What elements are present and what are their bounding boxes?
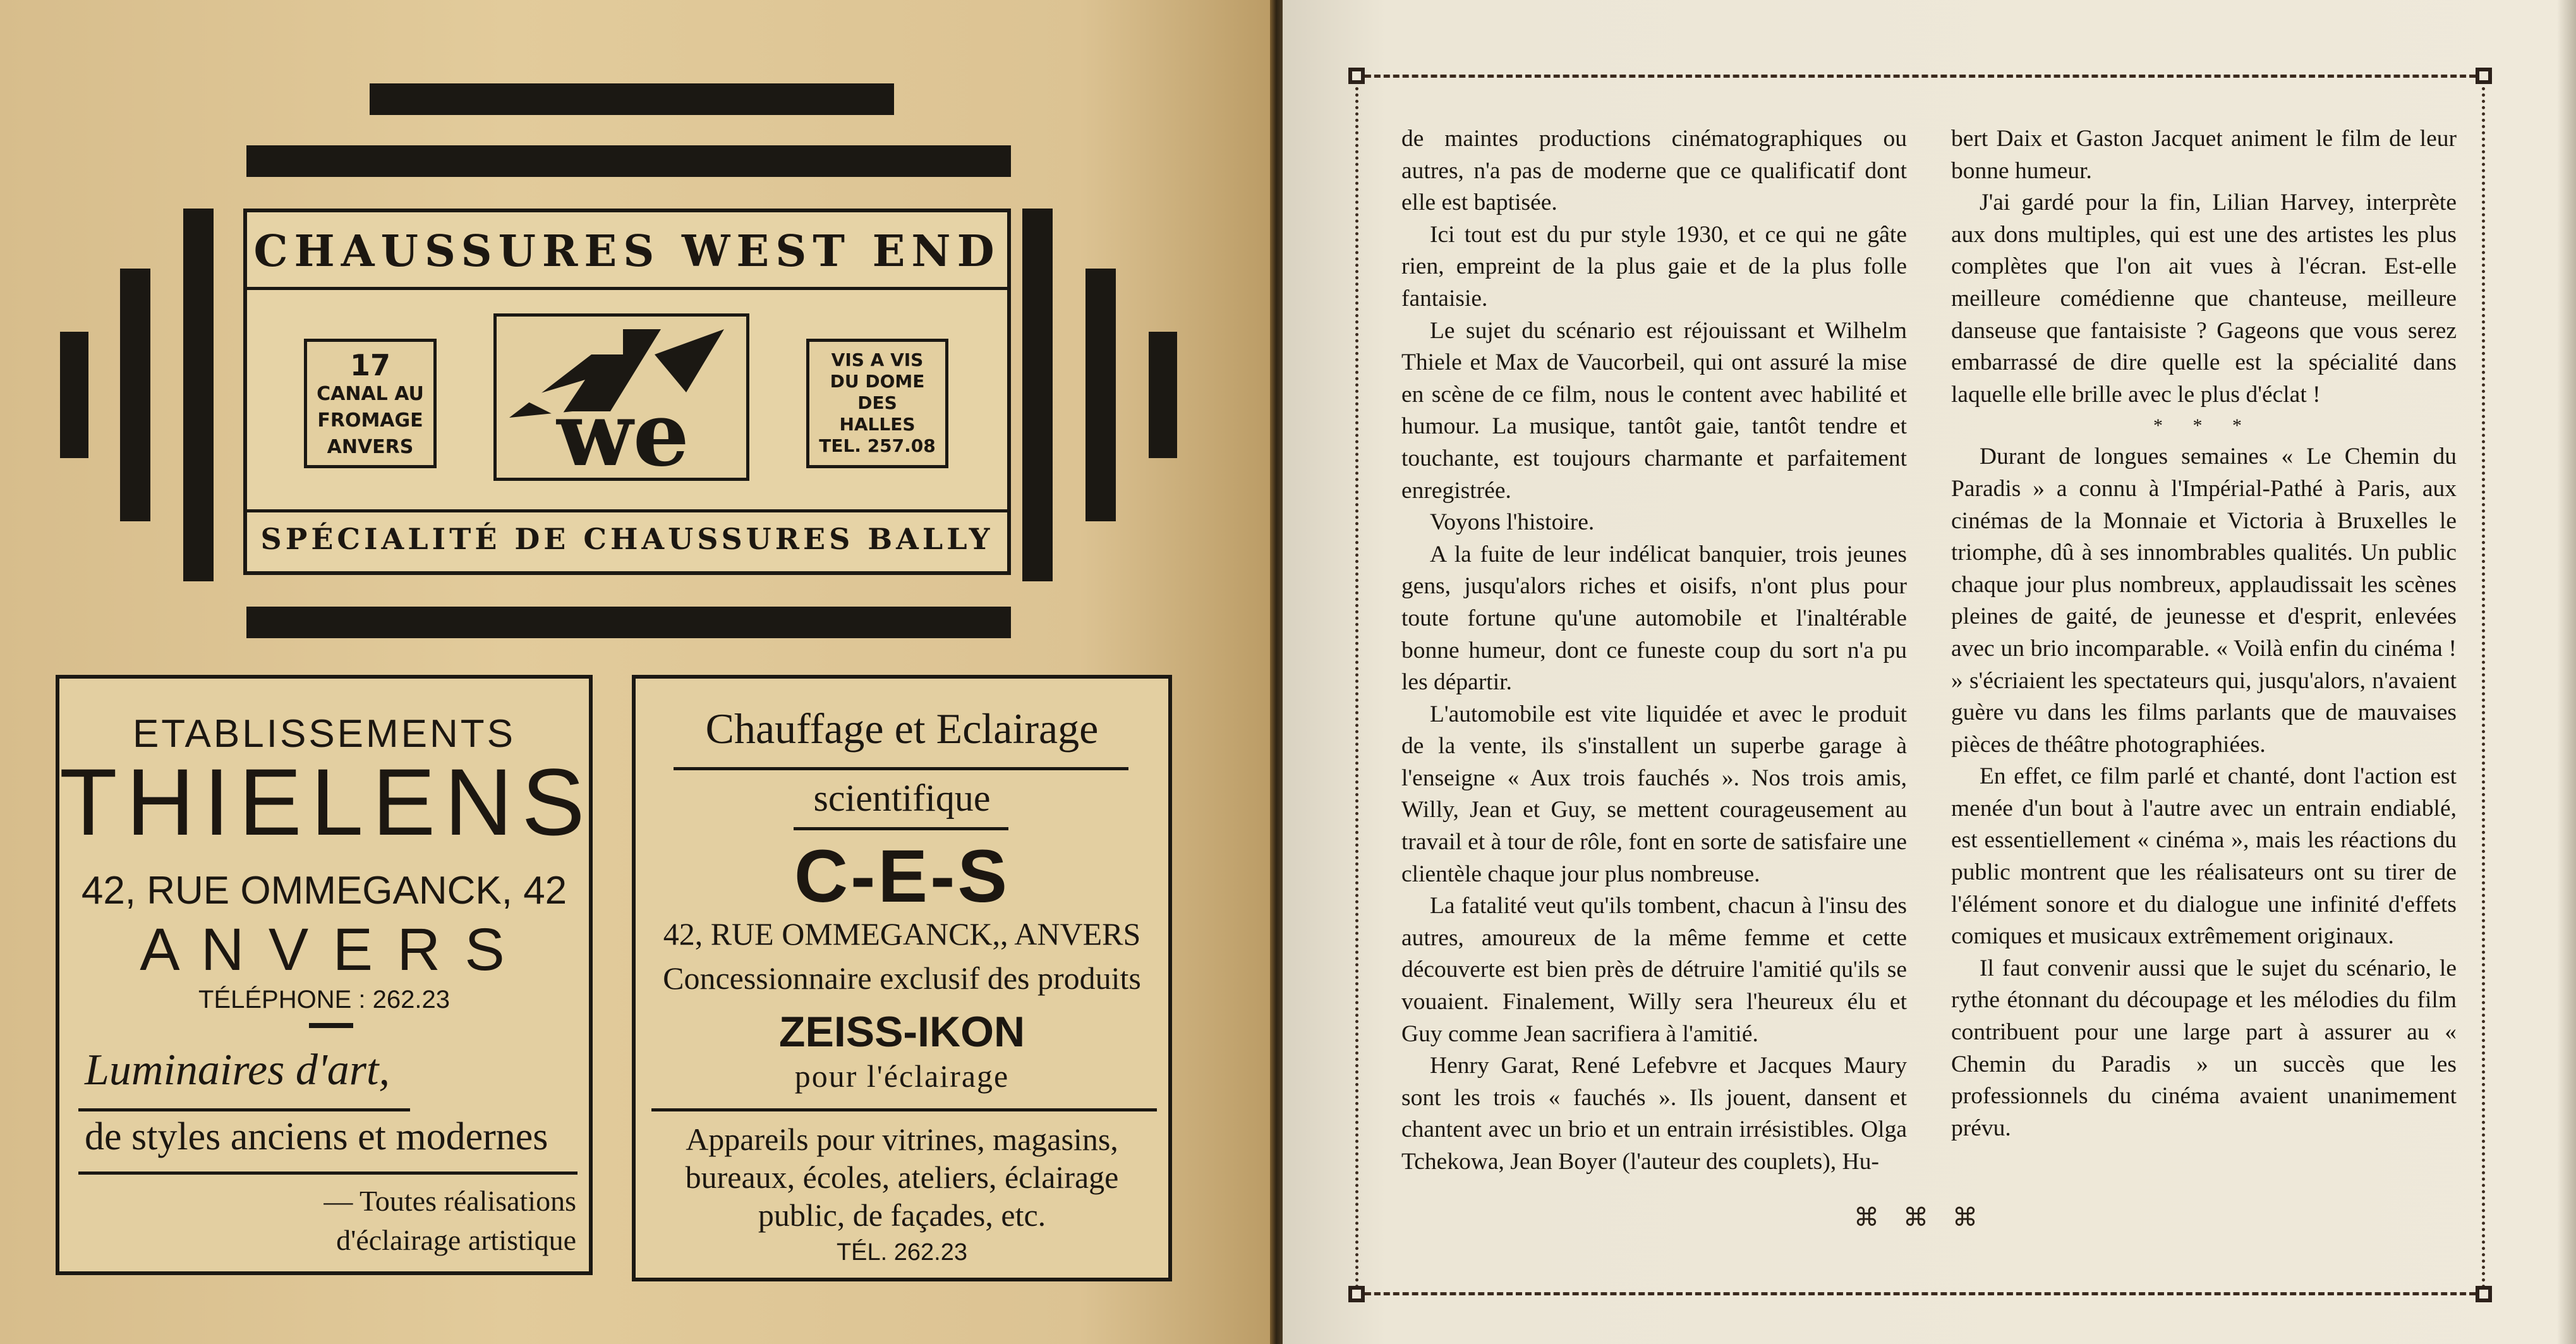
address-line: HALLES [839, 414, 916, 435]
article-paragraph: Il faut convenir aussi que le sujet du scénario, le rythe étonnant du découpage et les mélodies du film contribuent pour une large part à assurer au « Chemin du Paradis » un succès que les professionnels du cinéma avaient unanimement prévu. [1951, 955, 2457, 1141]
ces-apps-3: public, de façades, etc. [758, 1197, 1046, 1233]
end-ornament: ⌘ ⌘ ⌘ [1854, 1203, 1986, 1232]
phone-number: TEL. 257.08 [819, 435, 936, 456]
we-logo [493, 313, 749, 481]
westend-ad-box [243, 209, 1011, 575]
article-column-right-part-1 [1951, 123, 2457, 411]
article-paragraph: En effet, ce film parlé et chanté, dont l'action est menée d'un bout à l'autre avec un entrain endiablé, est essentiellement « cinéma », mais les réactions du public montrent que les réalisateurs ont su tirer de l'élément sonore et du dialogue une infinité d'effets comiques et musicaux extrêmement originaux. [1951, 763, 2457, 950]
frame-corner [1348, 68, 1365, 84]
article-paragraph: A la fuite de leur indélicat banquier, trois jeunes gens, jusqu'alors riches et oisifs, n'ont plus pour toute fortune qu'une automobile et l'inaltérable bonne humeur, dont ce funeste coup du sort n'a pu les départir. [1401, 541, 1907, 696]
ces-address: 42, RUE OMMEGANCK,, ANVERS [663, 916, 1141, 952]
article-column-right-part-2 [1951, 441, 2457, 1144]
section-separator: * * * [2153, 415, 2254, 437]
we-logo-graphic [497, 317, 746, 478]
thielens-header: ETABLISSEMENTS [132, 712, 516, 756]
left-bar-middle [120, 269, 150, 521]
frame-corner [2476, 1286, 2492, 1302]
top-bar [370, 83, 894, 115]
ces-scientifique: scientifique [813, 777, 991, 819]
address-line: FROMAGE [317, 409, 423, 432]
book-gutter [1270, 0, 1283, 1344]
thielens-luminaires: Luminaires d'art, [85, 1046, 390, 1094]
ces-concession: Concessionnaire exclusif des produits [663, 960, 1141, 996]
ces-divider [651, 1108, 1157, 1111]
ornamental-frame [1355, 75, 2485, 1295]
address-line: ANVERS [327, 436, 414, 458]
right-page-article [1283, 0, 2576, 1344]
frame-corner [1348, 1286, 1365, 1302]
logo-letters: we [557, 383, 689, 478]
article-paragraph: Henry Garat, René Lefebvre et Jacques Maury sont les trois « fauchés ». Ils jouent, dansent et chantent avec un brio et un entrain irrésistibles. Olga Tchekowa, Jean Boyer (l'auteur des couplets), Hu- [1401, 1053, 1907, 1175]
westend-bottom-divider [247, 509, 1007, 512]
bottom-bar [246, 607, 1011, 638]
address-line: VIS A VIS [831, 349, 924, 370]
address-line: DES [857, 392, 897, 413]
westend-top-divider [247, 287, 1007, 290]
article-paragraph: J'ai gardé pour la fin, Lilian Harvey, interprète aux dons multiples, qui est une des artistes les plus complètes que l'on ait vues à l'écran. Est-elle meilleure comédienne que chanteuse, meilleure danseuse que fantaisiste ? Gageons que vous serez embarrassé de dire quelle est la spécialité dans laquelle elle brille avec le plus d'éclat ! [1951, 190, 2457, 408]
address-number: 17 [349, 348, 390, 382]
article-column-right [1951, 123, 2457, 1144]
westend-specialty: SPÉCIALITÉ DE CHAUSSURES BALLY [260, 522, 994, 556]
ces-chauffage: Chauffage et Eclairage [705, 705, 1099, 753]
thielens-name: THIELENS [59, 749, 594, 855]
article-paragraph: de maintes productions cinématographiques ou autres, n'a pas de moderne que ce qualificatif dont elle est baptisée. [1401, 126, 1907, 216]
westend-title: CHAUSSURES WEST END [253, 226, 1001, 277]
thielens-phone: TÉLÉPHONE : 262.23 [198, 986, 450, 1014]
address-line: CANAL AU [317, 383, 424, 405]
right-bar-middle [1085, 269, 1116, 521]
article-paragraph: bert Daix et Gaston Jacquet animent le film de leur bonne humeur. [1951, 126, 2457, 184]
ces-apps-2: bureaux, écoles, ateliers, éclairage [685, 1159, 1119, 1195]
right-bar-outer [1149, 332, 1177, 458]
thielens-city: A N V E R S [140, 916, 509, 983]
thielens-styles: de styles anciens et modernes [85, 1115, 548, 1158]
thielens-underline-2 [78, 1171, 577, 1175]
article-column-left [1401, 123, 1907, 1178]
thielens-ad [56, 675, 593, 1275]
left-page-advertisements [0, 0, 1270, 1344]
thielens-eclairage: d'éclairage artistique [336, 1224, 576, 1256]
thielens-realisations: — Toutes réalisations [324, 1185, 576, 1217]
ces-brand: ZEISS-IKON [778, 1008, 1025, 1056]
westend-address-left [304, 339, 437, 468]
ces-underline-2 [794, 827, 1008, 830]
thielens-address: 42, RUE OMMEGANCK, 42 [81, 869, 567, 912]
ces-ad [632, 675, 1172, 1281]
ces-tel: TÉL. 262.23 [836, 1239, 968, 1266]
article-paragraph: L'automobile est vite liquidée et avec le produit de la vente, ils s'installent un superbe garage à l'enseigne « Aux trois fauchés ». Nos trois amis, Willy, Jean et Guy, se mettent courageusement au travail et à tour de rôle, font en sorte de satisfaire une clientèle chaque jour plus nombreuse. [1401, 701, 1907, 887]
left-bar-inner [183, 209, 214, 581]
thielens-underline-1 [78, 1108, 410, 1111]
thielens-divider [309, 1023, 353, 1028]
ces-underline-1 [674, 767, 1128, 770]
ces-apps-1: Appareils pour vitrines, magasins, [686, 1122, 1118, 1157]
article-paragraph: La fatalité veut qu'ils tombent, chacun à l'insu des autres, amoureux de la même femme et cette découverte est bien près de détruire l'amitié qu'ils se vouaient. Finalement, Willy sera l'heureux élu et Guy comme Jean sacrifiera à l'amitié. [1401, 893, 1907, 1047]
article-paragraph: Durant de longues semaines « Le Chemin du Paradis » a connu à l'Impérial-Pathé à Paris, aux cinémas de la Monnaie et Victoria à Bruxelles le triomphe, dû à ses innombrables qualités. Un public chaque jour plus nombreux, applaudissait les scènes pleines de gaité, de jeunesse et d'esprit, enlevées avec un brio incomparable. « Voilà enfin du cinéma ! » s'écriaient les spectateurs qui, jusqu'alors, n'avaient guère vu dans les films parlants que de mauvaises pièces de théâtre photographiées. [1951, 444, 2457, 758]
ces-brand-sub: pour l'éclairage [794, 1058, 1010, 1094]
page-edge [2557, 0, 2576, 1344]
article-paragraph: Voyons l'histoire. [1430, 509, 1595, 536]
article-paragraph: Ici tout est du pur style 1930, et ce qui ne gâte rien, empreint de la plus gaie et de la plus folle fantaisie. [1401, 221, 1907, 312]
second-bar [246, 145, 1011, 177]
westend-address-right [806, 339, 948, 468]
frame-corner [2476, 68, 2492, 84]
address-line: DU DOME [830, 371, 925, 392]
right-bar-inner [1022, 209, 1053, 581]
ces-name: C-E-S [794, 835, 1010, 918]
article-paragraph: Le sujet du scénario est réjouissant et Wilhelm Thiele et Max de Vaucorbeil, qui ont assuré la mise en scène de ce film, nous le content avec habilité et humour. La musique, tantôt gaie, tantôt tendre et touchante, est toujours charmante et parfaitement enregistrée. [1401, 317, 1907, 504]
left-bar-outer [60, 332, 88, 458]
